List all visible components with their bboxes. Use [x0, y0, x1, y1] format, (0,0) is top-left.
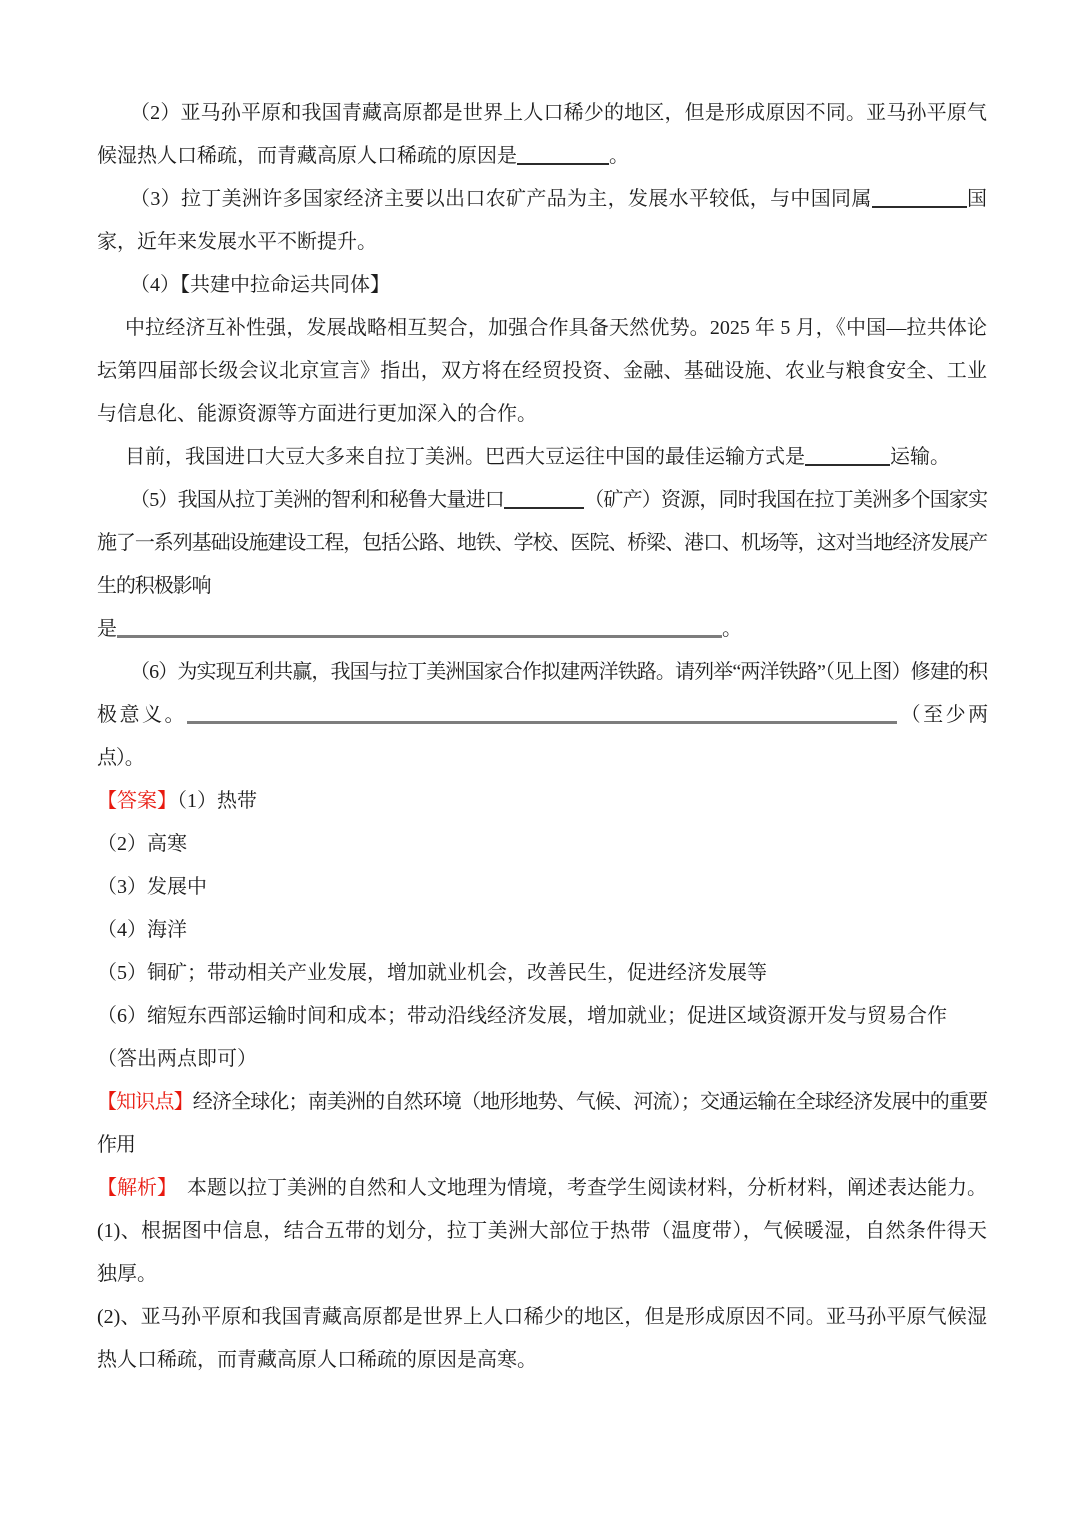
text-run: 经济全球化；南美洲的自然环境（地形地势、气候、河流）；交通运输在全球经济发展中的重要作用 [97, 1091, 987, 1156]
section-label: 【答案】 [97, 790, 177, 812]
text-run: （2）亚马孙平原和我国青藏高原都是世界上人口稀少的地区，但是形成原因不同。亚马孙平原气候湿热人口稀疏，而青藏高原人口稀疏的原因是 [97, 102, 987, 167]
text-run: 中拉经济互补性强，发展战略相互契合，加强合作具备天然优势。2025 年 5 月，《中国—拉共体论坛第四届部长级会议北京宣言》指出，双方将在经贸投资、金融、基础设施、农业与粮食安全、工业与信息化、能源资源等方面进行更加深入的合作。 [97, 317, 987, 425]
answer-blank [117, 616, 722, 638]
analysis-point-2 [97, 1296, 987, 1382]
text-run: 。 [722, 618, 742, 640]
text-run: （6）为实现互利共赢，我国与拉丁美洲国家合作拟建两洋铁路。请列举“两洋铁路”（见上图）修建的积极意义。 [97, 661, 987, 726]
answer-blank [187, 702, 897, 724]
question-6 [97, 651, 987, 780]
text-run: （4）【共建中拉命运共同体】 [130, 274, 390, 296]
text-run: （6）缩短东西部运输时间和成本；带动沿线经济发展，增加就业；促进区域资源开发与贸易合作 [97, 1005, 947, 1027]
text-run: （5）铜矿；带动相关产业发展，增加就业机会，改善民生，促进经济发展等 [97, 962, 767, 984]
text-run: （至少两点）。 [97, 704, 987, 769]
text-run: （5）我国从拉丁美洲的智利和秘鲁大量进口 [130, 489, 504, 511]
question-5 [97, 479, 987, 608]
text-run: （2）高寒 [97, 833, 187, 855]
text-run: （答出两点即可） [97, 1048, 257, 1070]
question-5-blank-line [97, 608, 987, 651]
section-label: 【解析】 [97, 1177, 167, 1199]
answer-4 [97, 909, 987, 952]
question-3 [97, 178, 987, 264]
answer-note [97, 1038, 987, 1081]
answer-blank [805, 445, 890, 466]
text-run: 本题以拉丁美洲的自然和人文地理为情境，考查学生阅读材料，分析材料，阐述表达能力。 [167, 1177, 987, 1199]
analysis-point-1 [97, 1210, 987, 1296]
text-run: 目前，我国进口大豆大多来自拉丁美洲。巴西大豆运往中国的最佳运输方式是 [125, 446, 805, 468]
text-run: （3）拉丁美洲许多国家经济主要以出口农矿产品为主，发展水平较低，与中国同属 [130, 188, 872, 210]
text-run: 。 [609, 145, 629, 167]
question-4-heading [97, 264, 987, 307]
section-label: 【知识点】 [97, 1091, 193, 1113]
document-body [97, 92, 987, 1382]
text-run: （矿产）资源，同时我国在拉丁美洲多个国家实施了一系列基础设施建设工程，包括公路、地铁、学校、医院、桥梁、港口、机场等，这对当地经济发展产生的积极影响 [97, 489, 988, 597]
analysis-intro [97, 1167, 987, 1210]
text-run: (1)、根据图中信息，结合五带的划分，拉丁美洲大部位于热带（温度带），气候暖湿，自然条件得天独厚。 [97, 1220, 987, 1285]
text-run: （3）发展中 [97, 876, 207, 898]
answer-5 [97, 952, 987, 995]
text-run: （1）热带 [177, 790, 257, 812]
text-run: (2)、亚马孙平原和我国青藏高原都是世界上人口稀少的地区，但是形成原因不同。亚马孙平原气候湿热人口稀疏，而青藏高原人口稀疏的原因是高寒。 [97, 1306, 987, 1371]
answer-2 [97, 823, 987, 866]
answer-blank [504, 488, 584, 509]
answer-3 [97, 866, 987, 909]
soybean-transport-line [97, 436, 987, 479]
question-2 [97, 92, 987, 178]
text-run: 国家，近年来发展水平不断提升。 [97, 188, 988, 253]
answer-6 [97, 995, 987, 1038]
answer-heading [97, 780, 987, 823]
text-run: （4）海洋 [97, 919, 187, 941]
text-run: 是 [97, 618, 117, 640]
material-china-latin [97, 307, 987, 436]
text-run: 运输。 [890, 446, 950, 468]
answer-blank [872, 187, 967, 208]
answer-blank [517, 144, 609, 165]
knowledge-points [97, 1081, 987, 1167]
